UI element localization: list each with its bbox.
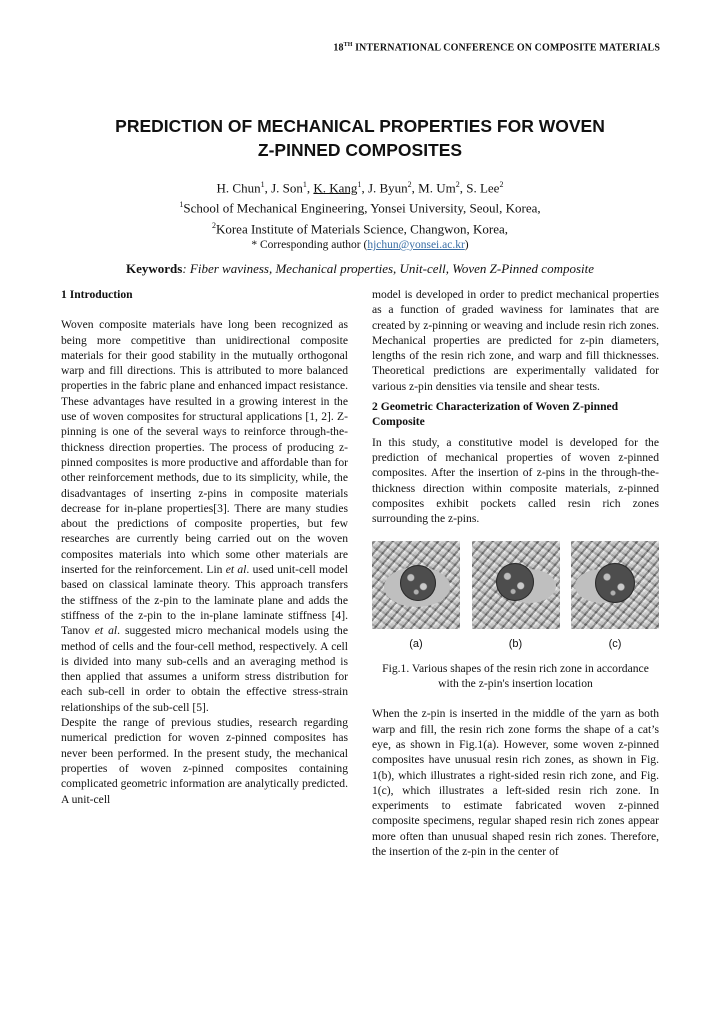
affiliation-2-text: Korea Institute of Materials Science, Changwon, Korea,	[215, 220, 509, 236]
author-sep: ,	[306, 180, 314, 196]
corresponding-email-link[interactable]: hjchun@yonsei.ac.kr	[367, 238, 465, 251]
author-6-aff: 2	[499, 180, 504, 189]
figure-label-b: (b)	[508, 638, 523, 651]
author-list	[60, 176, 660, 196]
author-3-aff: 1	[357, 180, 362, 189]
corresponding-author	[60, 237, 660, 254]
keywords-line	[60, 261, 660, 277]
figure-1-images	[372, 541, 659, 629]
intro-etal-1: et al	[225, 563, 247, 577]
figure-1-caption: Fig.1. Various shapes of the resin rich zone in accordance with the z-pin's insertion location	[382, 661, 649, 691]
affiliation-1-number: 1	[179, 200, 184, 210]
intro-p1-part-c: . suggested micro mechanical models using the method of cells and the four-cell method, respectively. A cell is divided into many sub-cells and an averaging method is then applied that assumes a uniform stress distribution for each sub-cell in order to obtain the effective stress-strain relationships of the sub-cell [5].	[61, 624, 348, 714]
section2-paragraph-2: When the z-pin is inserted in the middle of the yarn as both warp and fill, the resin rich zone forms the shape of a cat’s eye, as shown in Fig.1(a). However, some woven z-pinned composites have unusual resin rich zones, as shown in Fig. 1(b), which illustrates a right-sided resin rich zone, and Fig. 1(c), which illustrates a left-sided resin rich zone. In experiments to estimate fabricated woven z-pinned composite specimens, regular shaped resin rich zones appear more often than unusual shaped resin rich zones. Therefore, the insertion of the z-pin in the center of	[372, 707, 659, 859]
figure-label-c: (c)	[608, 638, 622, 651]
conf-number: 18	[333, 42, 344, 54]
author-1-aff: 1	[260, 180, 265, 189]
author-5-aff: 2	[455, 180, 460, 189]
author-5: , M. Um	[411, 180, 456, 196]
right-column	[372, 287, 659, 859]
title-line-2: Z-PINNED COMPOSITES	[257, 140, 463, 160]
intro-p1-part-b: . used unit-cell model based on classical laminate theory. This approach transfers the stiffness of the z-pin to the laminate plane and adds the stiffness of the z-pin to the in-plane laminate stiffness [4]. Tanov	[61, 563, 348, 638]
section-heading-geometric: 2 Geometric Characterization of Woven Z-pinned Composite	[372, 400, 619, 429]
author-3-presenting: K. Kang	[313, 180, 358, 196]
affiliation-2-number: 2	[211, 220, 216, 230]
figure-1b-image	[472, 541, 560, 629]
intro-paragraph-2: Despite the range of previous studies, research regarding numerical prediction for woven z-pinned composites has never been performed. In the present study, the mechanical properties of woven z-pinned composites containing complicated geometric information are analytically predicted. A unit-cell	[61, 716, 348, 806]
author-2-aff: 1	[302, 180, 307, 189]
conf-name: INTERNATIONAL CONFERENCE ON COMPOSITE MATERIALS	[352, 42, 660, 54]
author-6: , S. Lee	[459, 180, 500, 196]
author-4: , J. Byun	[361, 180, 408, 196]
intro-p1-part-a: Woven composite materials have long been recognized as being more competitive than unidirectional composite materials for their good stability in the mutually orthogonal warp and fill directions. This is attributed to more balanced properties in the fabric plane and enhanced impact resistance. These advantages have resulted in a growing interest in the use of woven composites for structural applications [1, 2]. Z-pinning is one of the several ways to reinforce through-the-thickness direction properties. The process of producing z-pinned composites is more productive and affordable than for other reinforcement methods, due to its simplicity, while, the disadvantages of inserting z-pins in composite materials decrease for in-plane properties[3]. There are many studies about the predictions of composite properties, but few researches are currently being carried out on the woven composites materials into which some other materials are inserted for the reinforcement. Lin	[61, 318, 348, 577]
figure-1a-image	[372, 541, 460, 629]
section-heading-introduction: 1 Introduction	[61, 288, 133, 301]
conference-header	[0, 42, 660, 53]
corresponding-prefix: * Corresponding author (	[251, 238, 368, 251]
figure-label-a: (a)	[409, 638, 423, 651]
author-1: H. Chun	[216, 180, 261, 196]
conf-superscript: TH	[343, 42, 353, 48]
corresponding-suffix: )	[464, 238, 469, 251]
section2-paragraph-1: In this study, a constitutive model is developed for the prediction of mechanical properties of woven z-pinned composites. After the insertion of z-pins in the through-the-thickness direction within composite materials, z-pinned composites exhibit pockets called resin rich zones surrounding the z-pins.	[372, 435, 659, 526]
affiliation-1-text: School of Mechanical Engineering, Yonsei University, Seoul, Korea,	[183, 200, 541, 216]
keywords-text: : Fiber waviness, Mechanical properties, Unit-cell, Woven Z-Pinned composite	[182, 261, 595, 276]
paper-title	[60, 114, 660, 162]
keywords-label: Keywords	[125, 261, 183, 276]
intro-etal-2: et al	[94, 624, 118, 638]
figure-1c-image	[571, 541, 659, 629]
left-column	[61, 287, 348, 807]
author-block	[60, 176, 660, 254]
figure-1-labels	[372, 637, 659, 652]
intro-paragraph-1	[61, 317, 348, 715]
author-4-aff: 2	[407, 180, 412, 189]
intro-paragraph-3: model is developed in order to predict mechanical properties as a function of graded waviness for laminates that are created by z-pinning or weaving and include resin rich zones. Mechanical properties are predicted for z-pin diameters, lengths of the resin rich zone, and warp and fill thicknesses. Theoretical predictions are experimentally validated for various z-pin densities via tensile and shear tests.	[372, 288, 659, 393]
affiliation-2	[60, 217, 660, 237]
affiliation-1	[60, 196, 660, 216]
author-2: , J. Son	[264, 180, 303, 196]
title-line-1: PREDICTION OF MECHANICAL PROPERTIES FOR WOVEN	[115, 116, 605, 136]
